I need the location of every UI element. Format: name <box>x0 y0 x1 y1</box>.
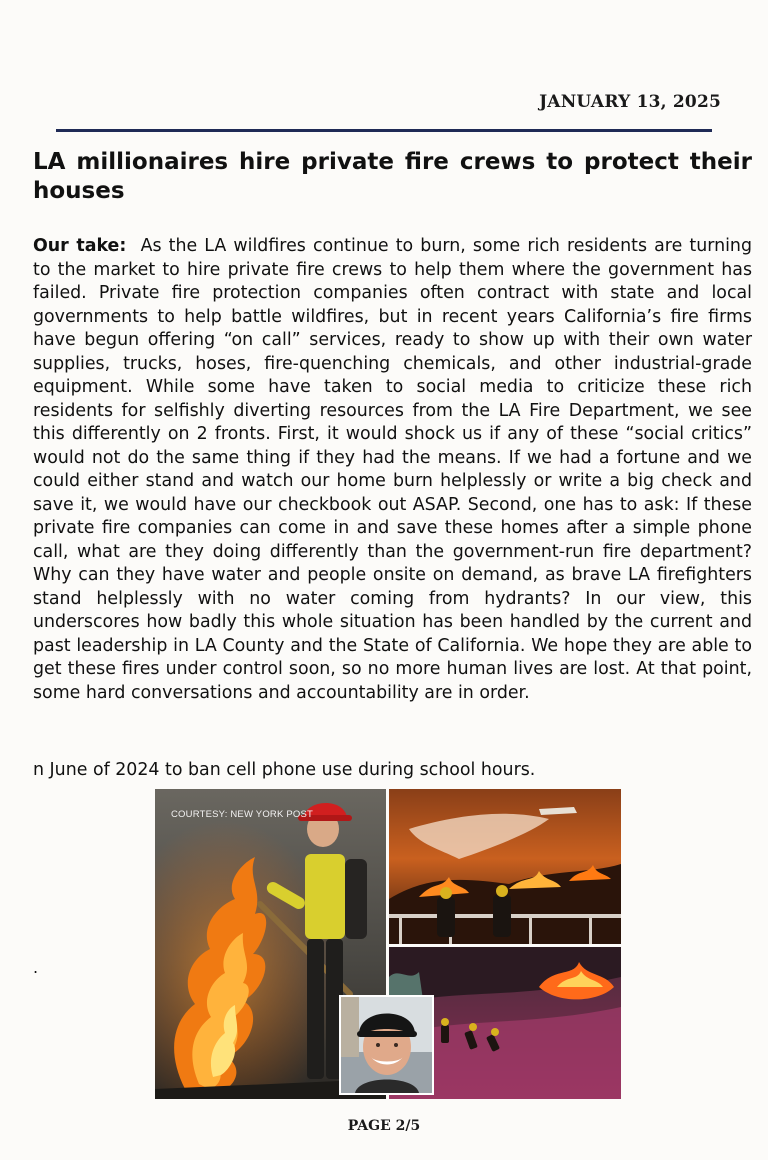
page-number: PAGE 2/5 <box>347 1118 421 1134</box>
header-rule <box>56 129 712 132</box>
stray-dot: . <box>33 958 39 977</box>
article-headline: LA millionaires hire private fire crews to protect their houses <box>33 149 752 204</box>
aerial-drop-photo <box>389 789 621 944</box>
article-body-text: As the LA wildfires continue to burn, some rich residents are turning to the market to hire private fire crews to help them where the government has failed. Private fire protection companies often contract with state and local governments to help battle wildfires, but in recent years California’s fire firms have begun offering “on call” services, ready to show up with their own water supplies, trucks, hoses, fire-quenching chemicals, and other industrial-grade equipment. While some have taken to social media to criticize these rich residents for selfishly diverting resources from the LA Fire Department, we see this differently on 2 fronts. First, it would shock us if any of these “social critics” would not do the same thing if they had the means. If we had a fortune and we could either stand and watch our home burn helplessly or write a big check and save it, we would have our checkbook out ASAP. Second, one has to ask: If these private fire companies can come in and save these homes after a simple phone call, what are they doing differently than the government-run fire department? Why can they have water and people onsite on demand, as brave LA firefighters stand helplessly with no water coming from hydrants? In our view, this underscores how badly this whole situation has been handled by the current and past leadership in LA County and the State of California. We hope they are able to get these fires under control soon, so no more human lives are lost. At that point, some hard conversations and accountability are in order. <box>33 236 752 703</box>
photo-credit: COURTESY: NEW YORK POST <box>171 809 314 820</box>
article-body <box>33 235 752 705</box>
man-portrait-photo <box>341 997 432 1093</box>
leftover-text-line: n June of 2024 to ban cell phone use during school hours. <box>33 760 536 780</box>
man-portrait-image <box>341 997 432 1093</box>
aerial-drop-image <box>389 789 621 944</box>
issue-date: JANUARY 13, 2025 <box>539 92 721 112</box>
our-take-label: Our take: <box>33 236 127 256</box>
photo-collage <box>155 789 621 1099</box>
